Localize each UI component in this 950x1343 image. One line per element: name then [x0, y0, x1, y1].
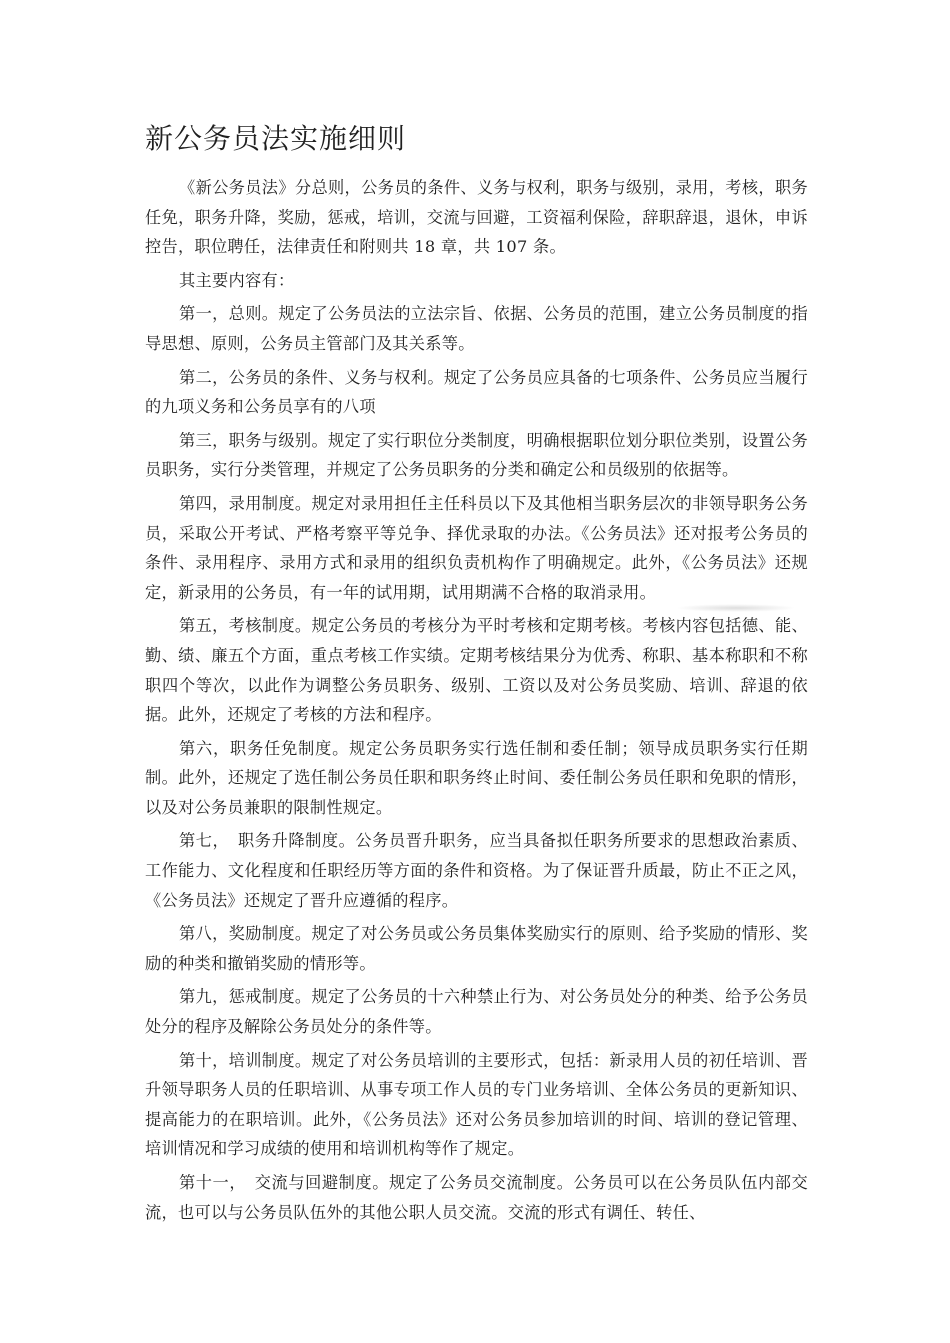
- paragraph-item-8: 第八，奖励制度。规定了对公务员或公务员集体奖励实行的原则、给予奖励的情形、奖励的种类和撤销奖励的情形等。: [145, 924, 808, 973]
- paragraph-item-2: 第二，公务员的条件、义务与权利。规定了公务员应具备的七项条件、公务员应当履行的九项义务和公务员享有的八项: [145, 367, 808, 417]
- paragraph-item-9: 第九，惩戒制度。规定了公务员的十六种禁止行为、对公务员处分的种类、给予公务员处分的程序及解除公务员处分的条件等。: [145, 987, 808, 1037]
- scan-smudge: [676, 604, 796, 612]
- paragraph-main-content-heading: 其主要内容有：: [179, 270, 295, 290]
- paragraph-item-10: 第十，培训制度。规定了对公务员培训的主要形式，包括：新录用人员的初任培训、晋升领导职务人员的任职培训、从事专项工作人员的专门业务培训、全体公务员的更新知识、提高能力的在职培训。此外，《公务员法》还对公务员参加培训的时间、培训的登记管理、培训情况和学习成绩的使用和培训机构等作了规定。: [145, 1050, 808, 1159]
- paragraph-item-7: 第七， 职务升降制度。公务员晋升职务，应当具备拟任职务所要求的思想政治素质、工作能力、文化程度和任职经历等方面的条件和资格。为了保证晋升质最，防止不正之风，《公务员法》还规定了晋升应遵循的程序。: [145, 831, 808, 910]
- paragraph-item-11: 第十一， 交流与回避制度。规定了公务员交流制度。公务员可以在公务员队伍内部交流，也可以与公务员队伍外的其他公职人员交流。交流的形式有调任、转任、: [145, 1173, 808, 1222]
- paragraph-item-1: 第一，总则。规定了公务员法的立法宗旨、依据、公务员的范围，建立公务员制度的指导思想、原则，公务员主管部门及其关系等。: [145, 304, 808, 353]
- paragraph-item-5: 第五，考核制度。规定公务员的考核分为平时考核和定期考核。考核内容包括德、能、勤、绩、廉五个方面，重点考核工作实绩。定期考核结果分为优秀、称职、基本称职和不称职四个等次，以此作为调整公务员职务、级别、工资以及对公务员奖励、培训、辞退的依据。此外，还规定了考核的方法和程序。: [145, 616, 808, 725]
- paragraph-item-4: 第四，录用制度。规定对录用担任主任科员以下及其他相当职务层次的非领导职务公务员，采取公开考试、严格考察平等兑争、择优录取的办法。《公务员法》还对报考公务员的条件、录用程序、录用方式和录用的组织负责机构作了明确规定。此外，《公务员法》还规定，新录用的公务员，有一年的试用期，试用期满不合格的取消录用。: [145, 493, 808, 602]
- paragraph-intro: 《新公务员法》分总则，公务员的条件、义务与权利，职务与级别，录用，考核，职务任免，职务升降，奖励，惩戒，培训，交流与回避，工资福利保险，辞职辞退，退休，申诉控告，职位聘任，法律责任和附则共 18 章，共 107 条。: [145, 178, 808, 257]
- document-title: 新公务员法实施细则: [145, 122, 407, 155]
- paragraph-item-6: 第六，职务任免制度。规定公务员职务实行选任制和委任制；领导成员职务实行任期制。此外，还规定了选任制公务员任职和职务终止时间、委任制公务员任职和免职的情形，以及对公务员兼职的限制性规定。: [145, 738, 808, 817]
- document-body: [145, 173, 808, 1231]
- paragraph-item-3: 第三，职务与级别。规定了实行职位分类制度，明确根据职位划分职位类别，设置公务员职务，实行分类管理，并规定了公务员职务的分类和确定公和员级别的依据等。: [145, 430, 808, 480]
